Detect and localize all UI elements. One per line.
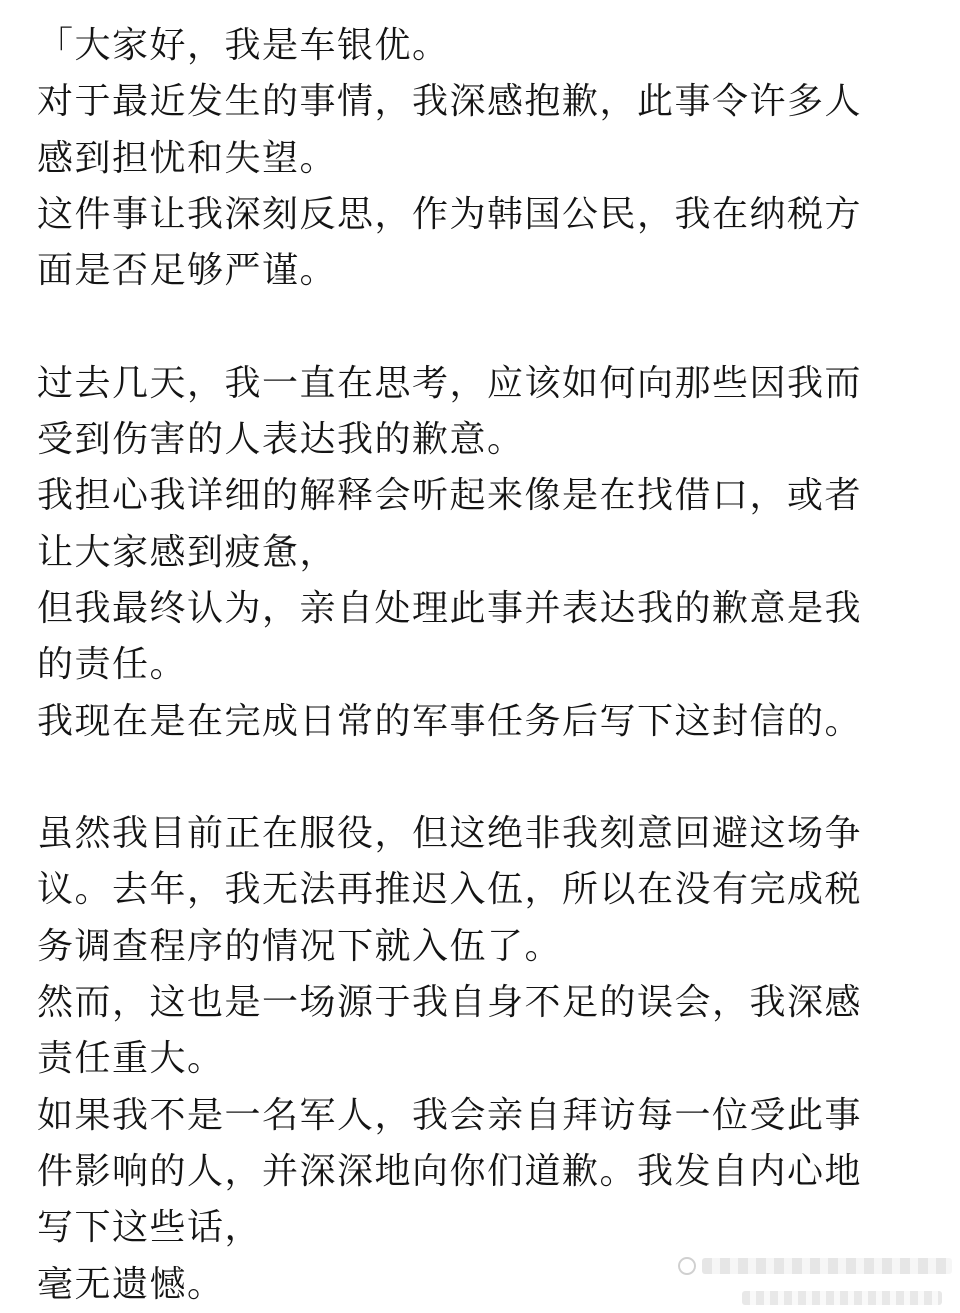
- text-line: 如果我不是一名军人，我会亲自拜访每一位受此事: [37, 1094, 863, 1136]
- text-line: 务调查程序的情况下就入伍了。: [37, 925, 563, 967]
- text-line: 受到伤害的人表达我的歉意。: [37, 419, 525, 461]
- text-line: 「大家好，我是车银优。: [37, 25, 450, 66]
- text-line: 责任重大。: [37, 1038, 225, 1080]
- text-line: 这件事让我深刻反思，作为韩国公民，我在纳税方: [37, 193, 863, 235]
- paragraph-gap: [37, 299, 927, 355]
- text-line: 但我最终认为，亲自处理此事并表达我的歉意是我: [37, 587, 863, 629]
- paragraph-gap: [37, 750, 927, 806]
- text-line: 让大家感到疲惫，: [37, 531, 338, 573]
- text-line: 件影响的人，并深深地向你们道歉。我发自内心地: [37, 1150, 863, 1192]
- text-line: 毫无遗憾。: [37, 1263, 225, 1305]
- text-line: 面是否足够严谨。: [37, 250, 338, 292]
- letter-text: [37, 18, 927, 1313]
- watermark: [678, 1257, 952, 1275]
- text-line: 感到担忧和失望。: [37, 137, 338, 179]
- watermark-logo-icon: [678, 1257, 696, 1275]
- watermark-text-blurred: [702, 1258, 952, 1274]
- text-line: 的责任。: [37, 644, 188, 686]
- text-line: 议。去年，我无法再推迟入伍，所以在没有完成税: [37, 869, 863, 911]
- watermark-subtext-blurred: [742, 1291, 942, 1305]
- text-line: 我担心我详细的解释会听起来像是在找借口，或者: [37, 475, 863, 517]
- text-line: 我现在是在完成日常的军事任务后写下这封信的。: [37, 700, 863, 742]
- text-line: 虽然我目前正在服役，但这绝非我刻意回避这场争: [37, 813, 863, 855]
- text-line: 然而，这也是一场源于我自身不足的误会，我深感: [37, 982, 863, 1024]
- text-line: 过去几天，我一直在思考，应该如何向那些因我而: [37, 362, 863, 404]
- text-line: 对于最近发生的事情，我深感抱歉，此事令许多人: [37, 81, 863, 123]
- text-line: 写下这些话，: [37, 1207, 263, 1249]
